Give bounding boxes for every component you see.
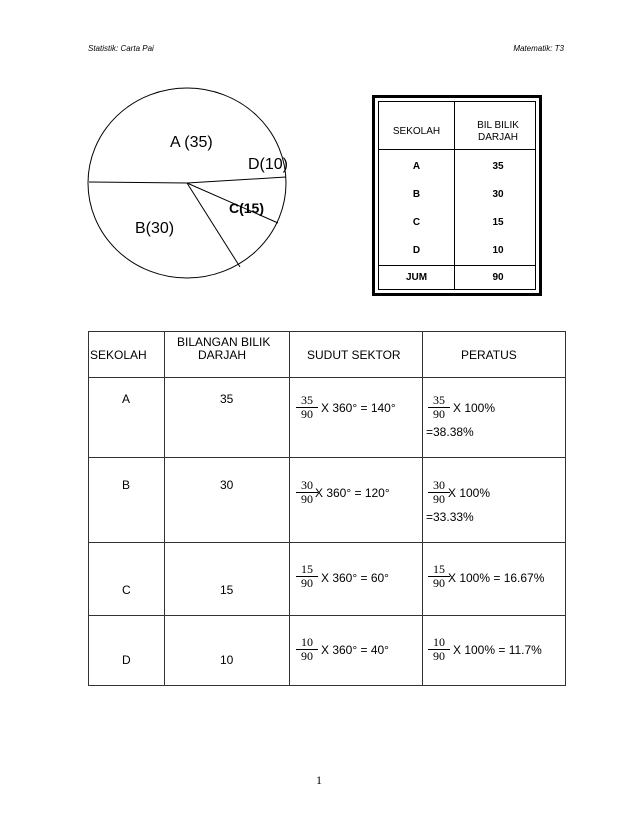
peratus-fraction: $\frac{30}{90}$ bbox=[428, 479, 450, 506]
row-sudut: X 360° = 60° bbox=[321, 571, 389, 585]
row-peratus: X 100% = 11.7% bbox=[453, 643, 542, 657]
sudut-fraction: $\frac{30}{90}$ bbox=[296, 479, 318, 506]
row-sudut: X 360° = 120° bbox=[315, 486, 390, 500]
summary-header-sekolah: SEKOLAH bbox=[392, 126, 441, 137]
row-sudut: X 360° = 140° bbox=[321, 401, 396, 415]
sudut-fraction: $\frac{35}{90}$ bbox=[296, 394, 318, 421]
summary-row-bil: 15 bbox=[492, 217, 504, 228]
row-sekolah: B bbox=[122, 478, 131, 492]
summary-row-sekolah: A bbox=[412, 161, 421, 172]
summary-total-value: 90 bbox=[492, 272, 504, 283]
col-header-bilangan: BILANGAN BILIK bbox=[177, 335, 271, 349]
summary-row-sekolah: C bbox=[412, 217, 421, 228]
row-peratus-result: =33.33% bbox=[426, 510, 474, 524]
summary-header-darjah: DARJAH bbox=[477, 132, 518, 143]
summary-table bbox=[372, 95, 542, 296]
row-bilangan: 30 bbox=[220, 478, 234, 492]
summary-row-bil: 30 bbox=[492, 189, 504, 200]
row-sekolah: D bbox=[122, 653, 131, 667]
row-peratus: X 100% bbox=[448, 486, 491, 500]
calculation-table bbox=[88, 331, 566, 686]
row-bilangan: 15 bbox=[220, 583, 234, 597]
row-peratus: X 100% bbox=[453, 401, 496, 415]
header-left: Statistik: Carta Pai bbox=[88, 44, 154, 53]
summary-row-sekolah: B bbox=[412, 189, 421, 200]
peratus-fraction: $\frac{10}{90}$ bbox=[428, 636, 450, 663]
row-sekolah: A bbox=[122, 392, 131, 406]
row-sekolah: C bbox=[122, 583, 131, 597]
pie-label-c: C(15) bbox=[229, 200, 265, 216]
peratus-fraction: $\frac{35}{90}$ bbox=[428, 394, 450, 421]
col-header-sekolah: SEKOLAH bbox=[90, 348, 147, 362]
summary-row-sekolah: D bbox=[412, 245, 421, 256]
row-peratus: X 100% = 16.67% bbox=[448, 571, 545, 585]
row-bilangan: 10 bbox=[220, 653, 234, 667]
page-number: 1 bbox=[316, 773, 322, 787]
summary-header-bil: BIL BILIK bbox=[477, 120, 519, 131]
sudut-fraction: $\frac{15}{90}$ bbox=[296, 563, 318, 590]
pie-label-b: B(30) bbox=[135, 220, 175, 237]
pie-label-a: A (35) bbox=[170, 134, 213, 151]
pie-chart bbox=[85, 84, 290, 284]
row-bilangan: 35 bbox=[220, 392, 234, 406]
peratus-fraction: $\frac{15}{90}$ bbox=[428, 563, 450, 590]
col-header-peratus: PERATUS bbox=[461, 348, 517, 362]
summary-total-label: JUM bbox=[405, 272, 428, 283]
pie-divider-c-b bbox=[187, 183, 240, 267]
pie-divider-a-b bbox=[89, 182, 187, 183]
pie-label-d: D(10) bbox=[248, 156, 289, 173]
row-sudut: X 360° = 40° bbox=[321, 643, 389, 657]
summary-row-bil: 35 bbox=[492, 161, 504, 172]
pie-divider-a-d bbox=[187, 177, 286, 183]
summary-row-bil: 10 bbox=[492, 245, 504, 256]
sudut-fraction: $\frac{10}{90}$ bbox=[296, 636, 318, 663]
col-header-darjah: DARJAH bbox=[198, 348, 247, 362]
row-peratus-result: =38.38% bbox=[426, 425, 474, 439]
header-right: Matematik: T3 bbox=[513, 44, 564, 53]
col-header-sudut: SUDUT SEKTOR bbox=[307, 348, 401, 362]
